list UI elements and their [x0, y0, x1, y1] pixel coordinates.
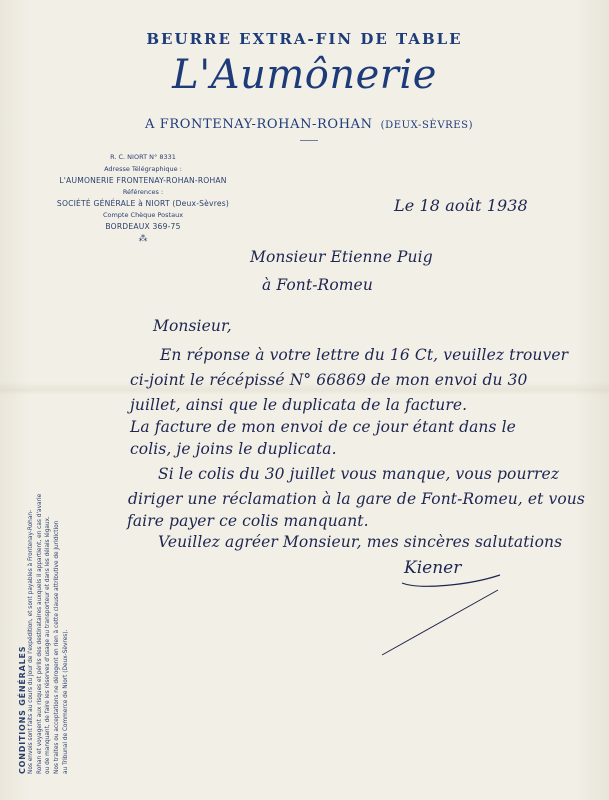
- signature-text: Kiener: [404, 558, 462, 578]
- letterhead-department: (DEUX-SÈVRES): [380, 120, 474, 131]
- body-line: colis, je joins le duplicata.: [130, 440, 337, 458]
- postal-account: BORDEAUX 369-75: [105, 222, 181, 231]
- letterhead-tagline: BEURRE EXTRA-FIN DE TABLE: [146, 30, 463, 48]
- body-line: juillet, ainsi que le duplicata de la facture.: [130, 396, 468, 414]
- ornament: ⁂: [138, 233, 148, 244]
- references-label: Références :: [122, 187, 164, 196]
- bank-reference: SOCIÉTÉ GÉNÉRALE à NIORT (Deux-Sèvres): [56, 199, 230, 208]
- conditions-line: Rohan et voyagent aux risques et périls des destinataires auxquels il appartient, en cas d'avarie: [36, 493, 43, 774]
- conditions-line: ou de manquant, de faire les réserves d'usage au transporteur et dans les délais légaux.: [45, 516, 52, 774]
- body-line: ci-joint le récépissé N° 66869 de mon envoi du 30: [130, 371, 528, 389]
- letter-date: Le 18 août 1938: [394, 196, 528, 215]
- body-line: faire payer ce colis manquant.: [127, 512, 369, 530]
- letterhead-town: A FRONTENAY-ROHAN-ROHAN: [145, 117, 373, 132]
- body-line: En réponse à votre lettre du 16 Ct, veuillez trouver: [160, 346, 569, 364]
- body-line: La facture de mon envoi de ce jour étant dans le: [130, 418, 516, 436]
- letterhead-company-name: L'Aumônerie: [172, 52, 437, 98]
- telegraph-address: L'AUMONERIE FRONTENAY-ROHAN-ROHAN: [59, 176, 227, 185]
- conditions-line: Nos envois sont faits au cours du jour de l'expédition, et sont payables à Frontenay-Rohan-: [28, 509, 34, 774]
- salutation: Monsieur,: [153, 317, 232, 335]
- telegraph-label: Adresse Télégraphique :: [104, 164, 182, 173]
- recipient-name: Monsieur Etienne Puig: [250, 248, 433, 266]
- conditions-line: au Tribunal de Commerce de Niort (Deux-Sèvres).: [62, 629, 69, 774]
- conditions-line: Nos traites ou acceptations ne dérogent en rien à cette clause attributive de juridiction: [54, 520, 61, 774]
- body-line: diriger une réclamation à la gare de Font-Romeu, et vous: [128, 490, 585, 508]
- recipient-place: à Font-Romeu: [262, 276, 373, 294]
- postal-account-label: Compte Chèque Postaux: [102, 210, 184, 219]
- closing-line: Veuillez agréer Monsieur, mes sincères salutations: [158, 533, 563, 551]
- company-rc: R. C. NIORT N° 8331: [110, 153, 176, 161]
- body-line: Si le colis du 30 juillet vous manque, vous pourrez: [158, 465, 560, 483]
- conditions-title: CONDITIONS GÉNÉRALES: [18, 645, 27, 774]
